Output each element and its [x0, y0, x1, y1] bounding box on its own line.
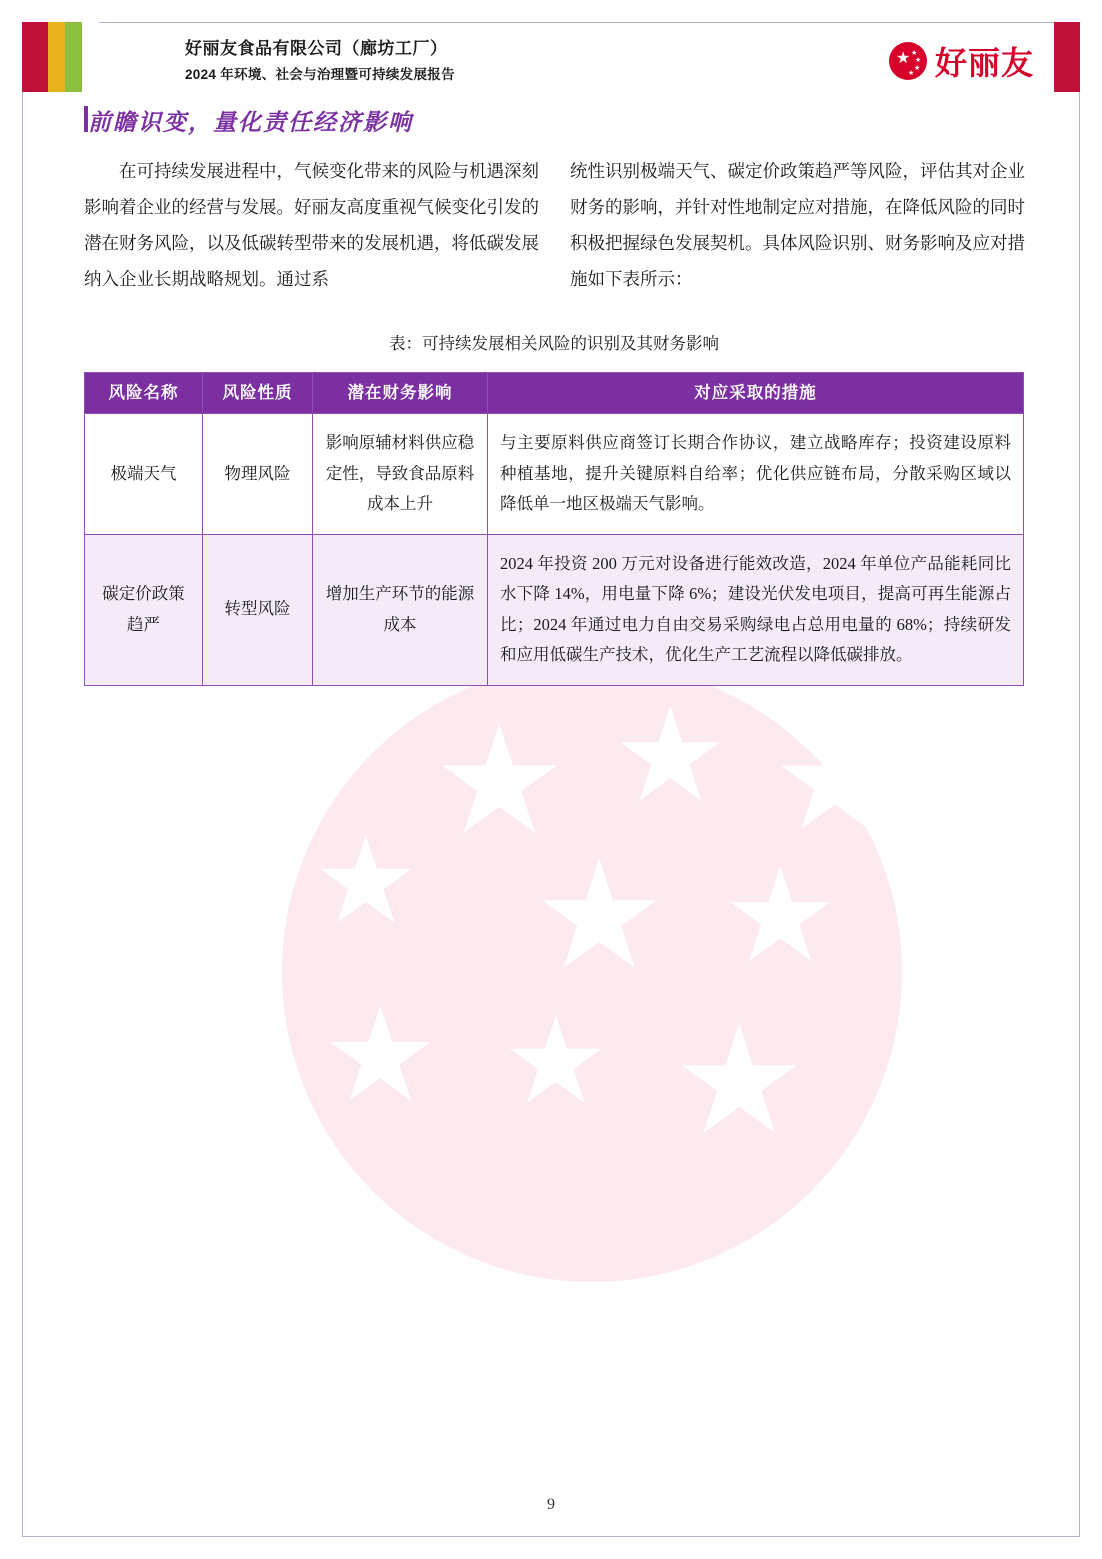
table-row — [85, 414, 1024, 535]
cell-risk-name: 极端天气 — [85, 414, 203, 535]
star-icon: ★ — [907, 69, 915, 77]
table-row — [85, 534, 1024, 685]
header-company-name: 好丽友食品有限公司（廊坊工厂） — [185, 39, 448, 58]
star-icon: ★ — [910, 49, 918, 57]
cell-risk-nature: 物理风险 — [203, 414, 313, 535]
cell-measures: 2024 年投资 200 万元对设备进行能效改造，2024 年单位产品能耗同比水下降 14%，用电量下降 6%；建设光伏发电项目，提高可再生能源占比；2024 年通过电力自由交易采购绿电占总用电量的 68%；持续研发和应用低碳生产技术，优化生产工艺流程以降低碳排放。 — [488, 534, 1024, 685]
cell-financial-impact: 影响原辅材料供应稳定性，导致食品原料成本上升 — [313, 414, 488, 535]
table-header-risk-name: 风险名称 — [85, 373, 203, 414]
table-header-row — [85, 373, 1024, 414]
watermark-star: ★ — [612, 685, 729, 829]
watermark-star: ★ — [502, 995, 610, 1128]
star-icon: ★ — [913, 64, 921, 72]
body-paragraph-right: 统性识别极端天气、碳定价政策趋严等风险，评估其对企业财务的影响，并针对性地制定应对措施，在降低风险的同时积极把握绿色发展契机。具体风险识别、财务影响及应对措施如下表所示： — [570, 161, 1025, 289]
watermark-star: ★ — [312, 815, 420, 948]
star-icon: ★ — [895, 50, 911, 67]
watermark-star: ★ — [432, 699, 567, 865]
cell-financial-impact: 增加生产环节的能源成本 — [313, 534, 488, 685]
table-header-measures: 对应采取的措施 — [488, 373, 1024, 414]
risk-table — [84, 372, 1024, 686]
logo-wordmark: 好丽友 — [934, 45, 1034, 81]
watermark-star: ★ — [532, 834, 667, 1000]
table-caption: 表：可持续发展相关风险的识别及其财务影响 — [389, 334, 719, 353]
cell-measures: 与主要原料供应商签订长期合作协议，建立战略库存；投资建设原料种植基地，提升关键原料自给率；优化供应链布局，分散采购区域以降低单一地区极端天气影响。 — [488, 414, 1024, 535]
watermark-star: ★ — [672, 999, 807, 1165]
table-header-risk-nature: 风险性质 — [203, 373, 313, 414]
page-number: 9 — [547, 1496, 555, 1513]
table-header-financial-impact: 潜在财务影响 — [313, 373, 488, 414]
cell-risk-nature: 转型风险 — [203, 534, 313, 685]
watermark-star: ★ — [322, 985, 439, 1129]
watermark-star: ★ — [722, 845, 839, 989]
header-report-name: 2024 年环境、社会与治理暨可持续发展报告 — [185, 66, 455, 82]
watermark-star: ★ — [772, 704, 898, 859]
section-title: 前瞻识变，量化责任经济影响 — [88, 110, 413, 135]
body-paragraph-left: 在可持续发展进程中，气候变化带来的风险与机遇深刻影响着企业的经营与发展。好丽友高度重视气候变化引发的潜在财务风险，以及低碳转型带来的发展机遇，将低碳发展纳入企业长期战略规划。通过系 — [84, 161, 539, 289]
star-icon: ★ — [914, 56, 922, 64]
cell-risk-name: 碳定价政策趋严 — [85, 534, 203, 685]
